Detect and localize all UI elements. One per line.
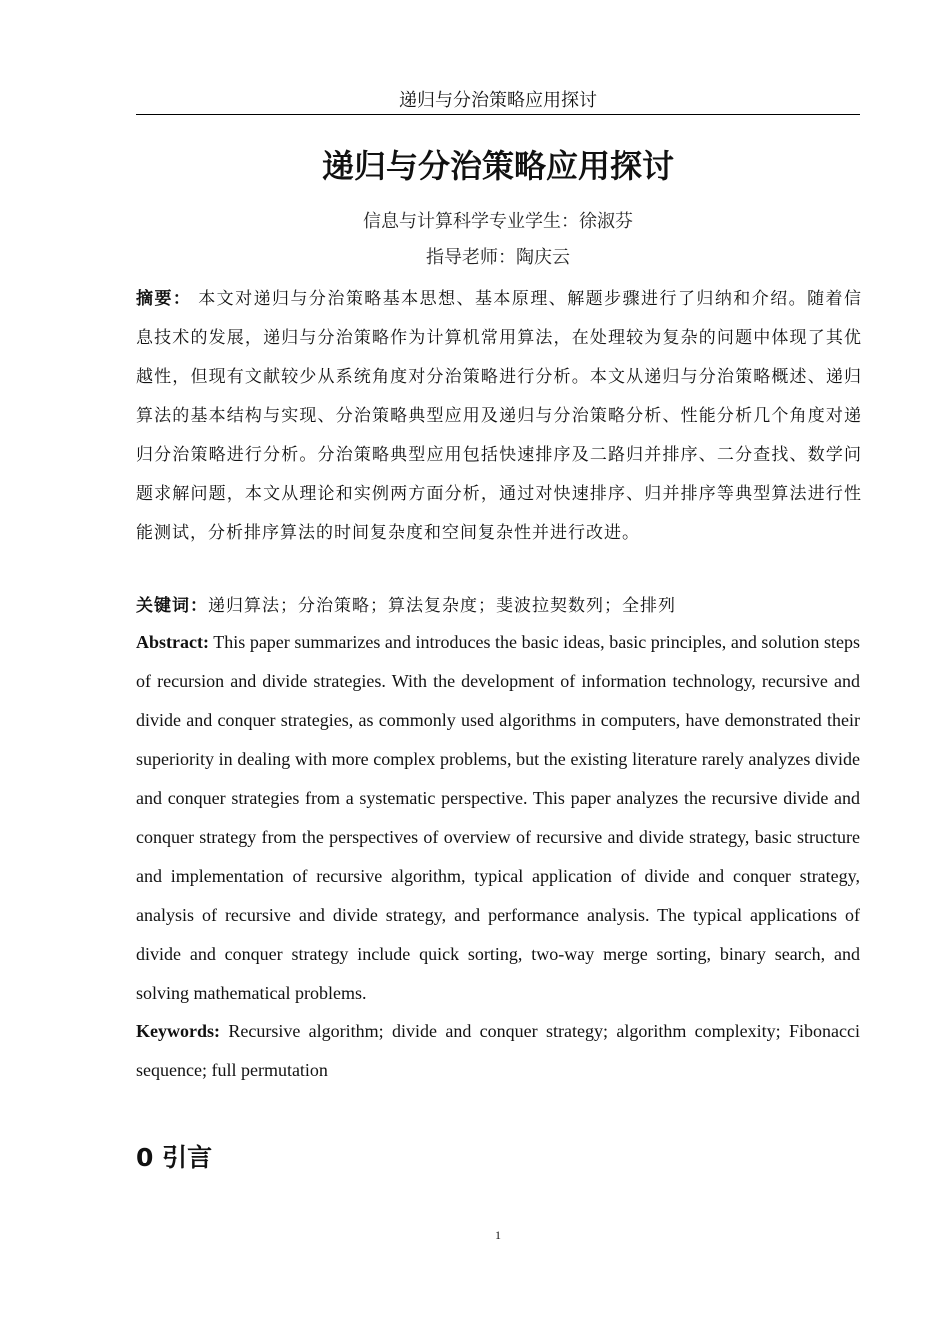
paper-title: 递归与分治策略应用探讨 bbox=[321, 147, 674, 185]
advisor-line: 指导老师：陶庆云 bbox=[426, 247, 570, 268]
abstract-chinese-label: 摘要： bbox=[136, 289, 192, 309]
keywords-english-text: Recursive algorithm; divide and conquer strategy; algorithm complexity; Fibonacci sequence; full permutation bbox=[136, 1021, 860, 1080]
abstract-chinese bbox=[136, 280, 862, 553]
keywords-chinese-label: 关键词： bbox=[136, 596, 208, 616]
page-number: 1 bbox=[495, 1228, 501, 1242]
keywords-english-label: Keywords: bbox=[136, 1021, 220, 1041]
section-heading-introduction: 0 引言 bbox=[136, 1143, 213, 1172]
abstract-english-label: Abstract: bbox=[136, 632, 209, 652]
abstract-english-text: This paper summarizes and introduces the basic ideas, basic principles, and solution steps of recursion and divide strategies. With the development of information technology, recursive and divide and conquer strategies, as commonly used algorithms in computers, have demonstrated their superiority in dealing with more complex problems, but the existing literature rarely analyzes divide and conquer strategies from a systematic perspective. This paper analyzes the recursive divide and conquer strategy from the perspectives of overview of recursive and divide strategy, basic structure and implementation of recursive algorithm, typical application of divide and conquer strategy, analysis of recursive and divide strategy, and performance analysis. The typical applications of divide and conquer strategy include quick sorting, two-way merge sorting, binary search, and solving mathematical problems. bbox=[136, 632, 860, 1003]
keywords-chinese-text: 递归算法；分治策略；算法复杂度；斐波拉契数列；全排列 bbox=[208, 596, 676, 616]
keywords-chinese bbox=[136, 588, 862, 624]
abstract-english bbox=[136, 623, 860, 1013]
running-header bbox=[136, 88, 860, 115]
keywords-english bbox=[136, 1012, 860, 1090]
author-line: 信息与计算科学专业学生：徐淑芬 bbox=[363, 211, 633, 232]
running-header-title: 递归与分治策略应用探讨 bbox=[399, 90, 597, 111]
abstract-chinese-text: 本文对递归与分治策略基本思想、基本原理、解题步骤进行了归纳和介绍。随着信息技术的发展，递归与分治策略作为计算机常用算法，在处理较为复杂的问题中体现了其优越性，但现有文献较少从系统角度对分治策略进行分析。本文从递归与分治策略概述、递归算法的基本结构与实现、分治策略典型应用及递归与分治策略分析、性能分析几个角度对递归分治策略进行分析。分治策略典型应用包括快速排序及二路归并排序、二分查找、数学问题求解问题，本文从理论和实例两方面分析，通过对快速排序、归并排序等典型算法进行性能测试，分析排序算法的时间复杂度和空间复杂性并进行改进。 bbox=[136, 289, 863, 543]
